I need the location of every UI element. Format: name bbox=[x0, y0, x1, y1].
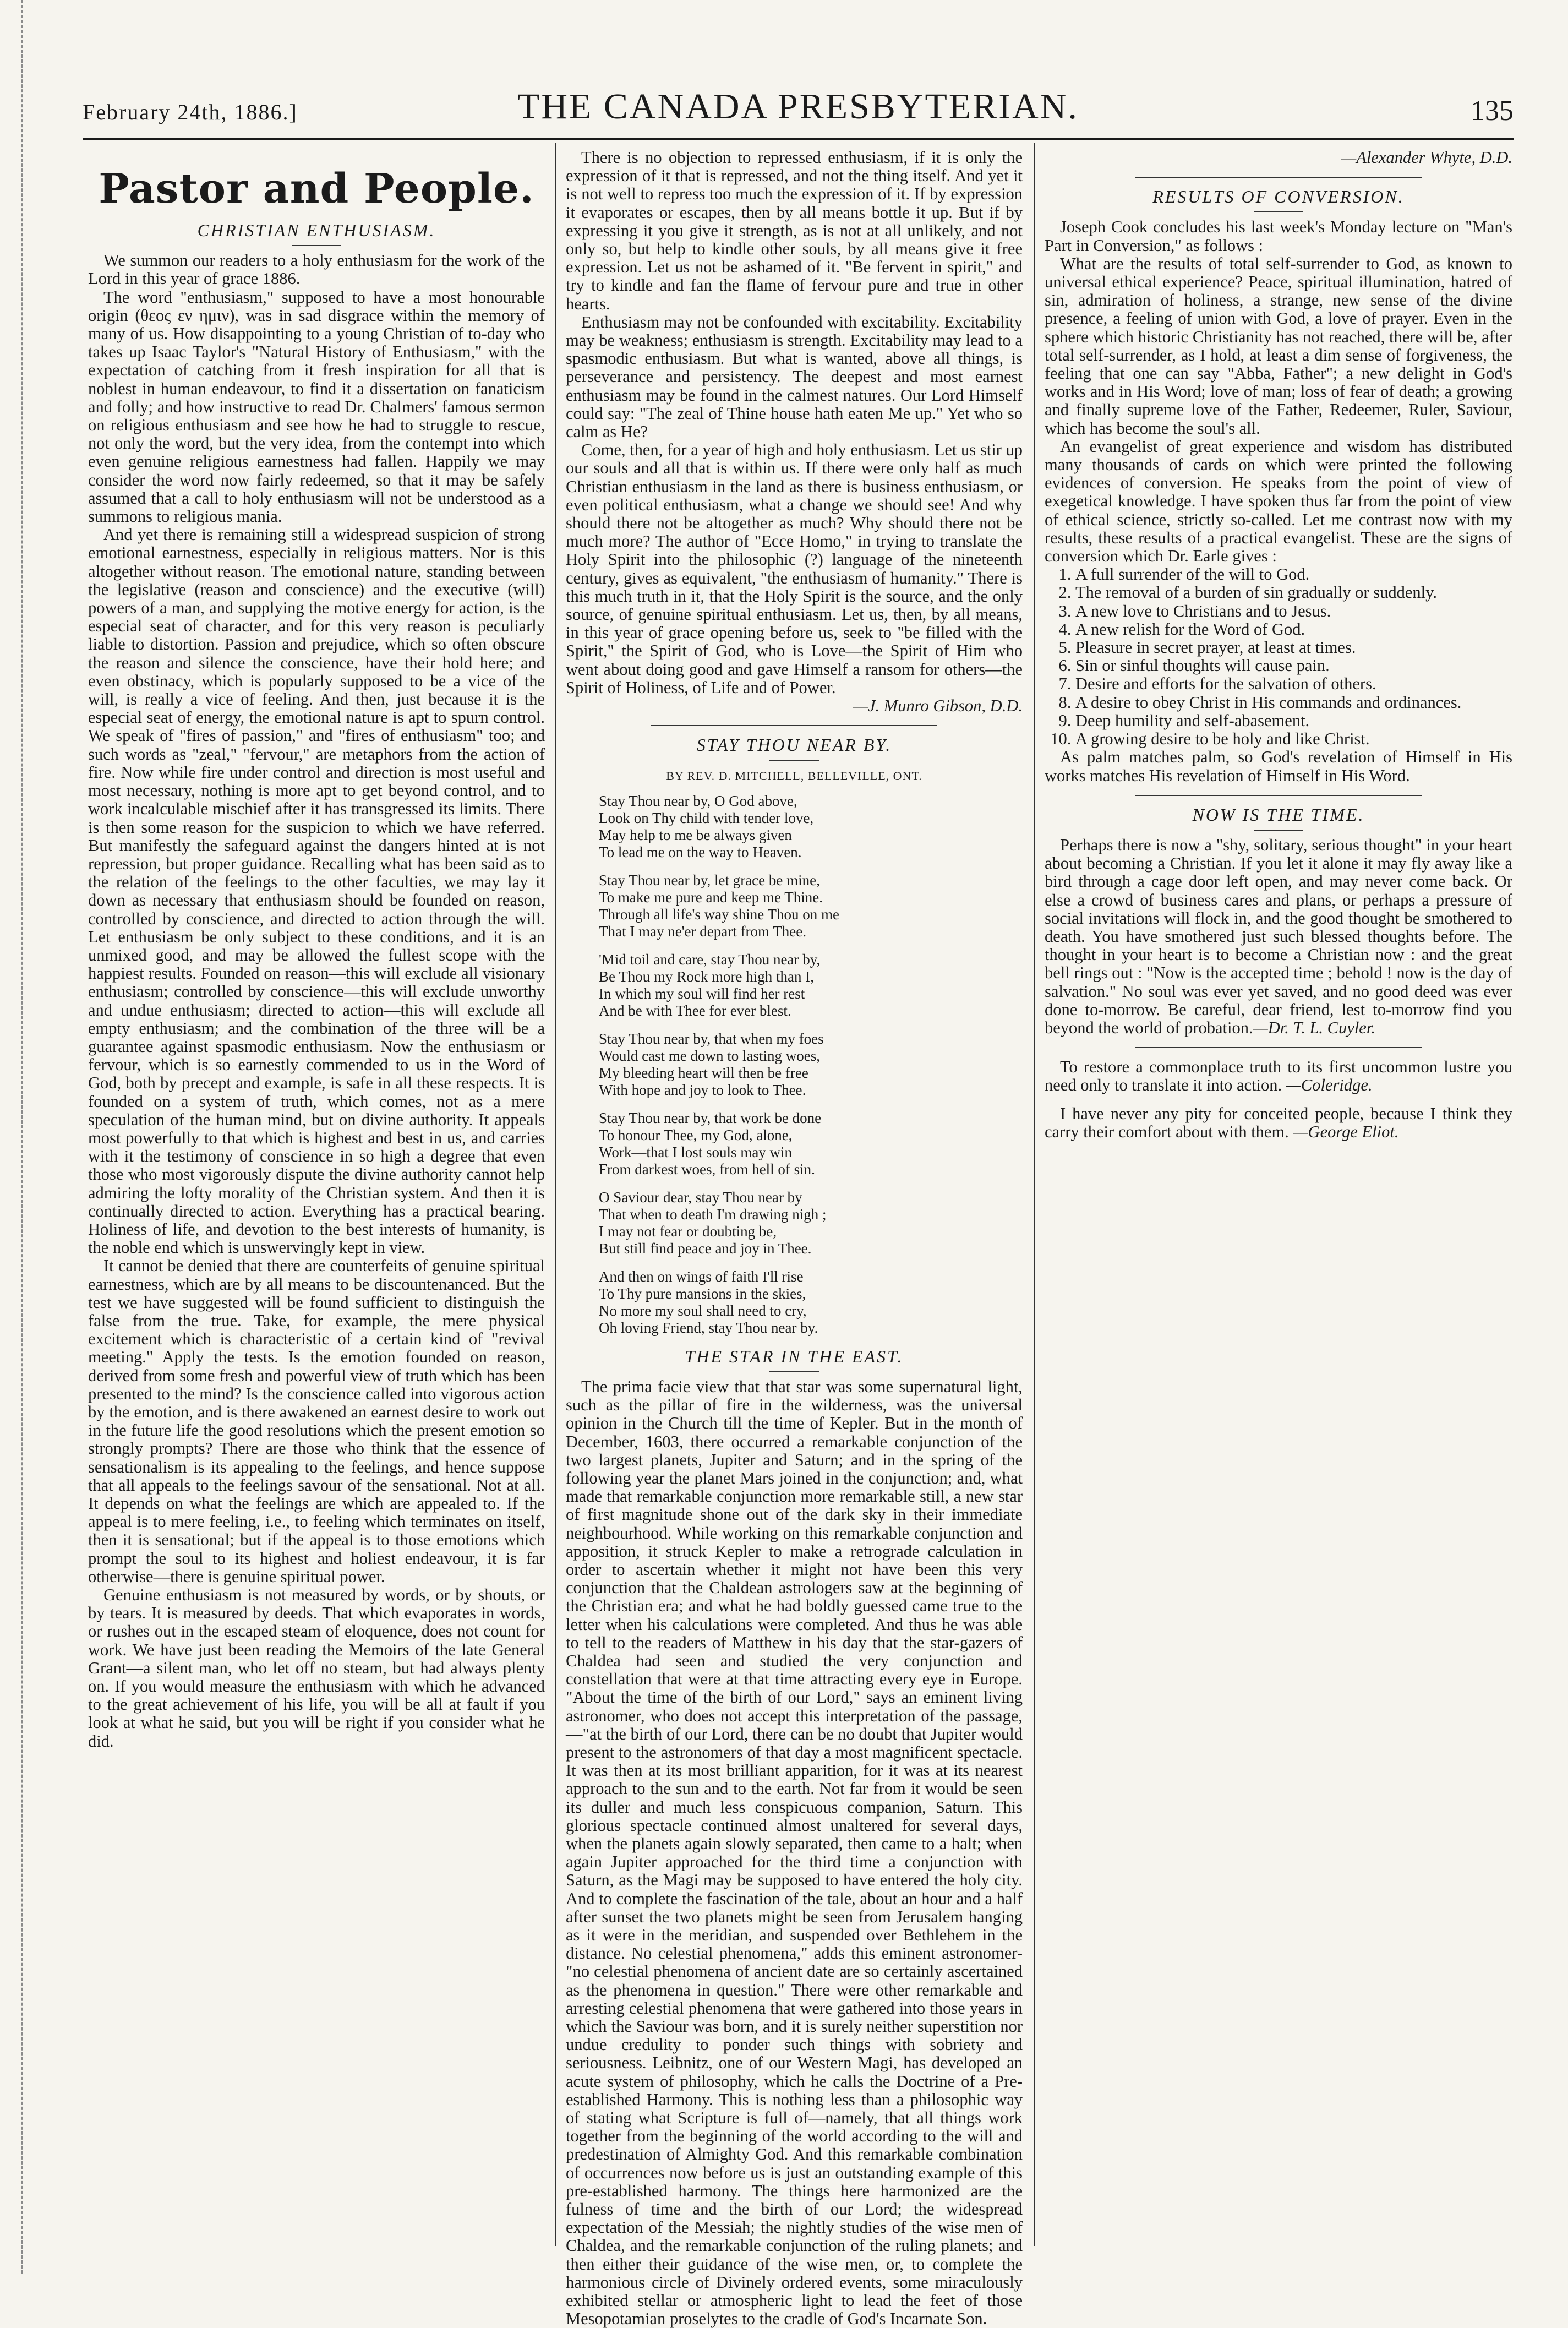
column-divider bbox=[555, 143, 556, 2246]
department-heading: Pastor and People. bbox=[99, 165, 534, 212]
article-paragraph: Genuine enthusiasm is not measured by words, or by shouts, or by tears. It is measured by deeds. That which evaporates in words, or rushes out in the escaped steam of eloquence, does not count for work. We have just been reading the Memoirs of the late General Grant—a silent man, who let off no steam, but had always plenty on. If you would measure the enthusiasm with which he advanced to the great achievement of his life, you will be all at fault if you look at what he said, but you will be right if you consider what he did. bbox=[88, 1585, 545, 1751]
masthead bbox=[83, 83, 1514, 143]
article-paragraph: As palm matches palm, so God's revelation of Himself in His works matches His revelation of Himself in His Word. bbox=[1045, 748, 1512, 785]
poem-line: To Thy pure mansions in the skies, bbox=[599, 1285, 806, 1302]
poem-line: And be with Thee for ever blest. bbox=[599, 1002, 791, 1019]
article-signature: —J. Munro Gibson, D.D. bbox=[853, 696, 1023, 716]
article-paragraph: Enthusiasm may not be confounded with excitability. Excitability may be weakness; enthusiasm is strength. Excitability may lead to a spasmodic enthusiasm. But what is wanted, above all things, is perseverance and persistency. The deepest and most earnest enthusiasm may be found in the calmest natures. Our Lord Himself could say: "The zeal of Thine house hath eaten Me up." Yet who so calm as He? bbox=[566, 312, 1023, 441]
poem-line: Stay Thou near by, that when my foes bbox=[599, 1030, 824, 1047]
list-item: 7. Desire and efforts for the salvation of others. bbox=[1075, 675, 1512, 693]
poem-line: O Saviour dear, stay Thou near by bbox=[599, 1188, 802, 1206]
poem-line: With hope and joy to look to Thee. bbox=[599, 1081, 806, 1098]
article-paragraph: And yet there is remaining still a widespread suspicion of strong emotional earnestness, especially in religious matters. Nor is this altogether without reason. The emotional nature, standing between the legislative (reason and conscience) and the executive (will) powers of a man, and supplying the motive energy for action, is the especial seat of character, and for this very reason is peculiarly liable to distortion. Passion and prejudice, which so often obscure the reason and silence the conscience, have their hold here; and even obstinacy, which is popularly supposed to be a vice of the will, is really a vice of feeling. And then, just because it is the especial seat of energy, the emotional nature is apt to spurn control. We speak of "fires of passion," and "fires of enthusiasm" too; and such words as "zeal," "fervour," are metaphors from the action of fire. Now while fire under control and direction is most useful and most necessary, nothing is more apt to get beyond control, and to work incalculable mischief after it has transgressed its limits. There is then some reason for the suspicion to which we have referred. But manifestly the safeguard against the dangers hinted at is not repression, but proper guidance. Recalling what has been said as to the relation of the feelings to the other faculties, we may lay it down as necessary that enthusiasm should be founded on reason, controlled by conscience, and directed to action through the will. Let enthusiasm be only subject to these conditions, and it is an unmixed good, and may be allowed the fullest scope with the happiest results. Founded on reason—this will exclude all visionary enthusiasm; controlled by conscience—this will exclude unworthy and undue enthusiasm; directed to action—this will exclude all empty enthusiasm; and the combination of the three will be a guarantee against spasmodic enthusiasm. Now the enthusiasm or fervour, which is so earnestly commended to us in the Word of God, both by precept and example, is safe in all these respects. It is founded on a system of truth, which comes, not as a mere speculation of the human mind, but on divine authority. It appeals most powerfully to that which is highest and best in us, and carries with it the testimony of conscience in so high a degree that even those who most vigorously dispute the divine authority cannot help admiring the lofty morality of the Christian system. And then it is continually directed to action. Everything has a practical bearing. Holiness of life, and devotion to the best interests of humanity, is the noble end which is unswervingly kept in view. bbox=[88, 525, 545, 1257]
poem-stanza bbox=[599, 1110, 1023, 1178]
column-divider bbox=[1034, 143, 1035, 2246]
poem-line: Oh loving Friend, stay Thou near by. bbox=[599, 1319, 818, 1336]
filler-paragraph: I have never any pity for conceited people, because I think they carry their comfort about with them. —George Eliot. bbox=[1045, 1104, 1512, 1141]
poem-line: In which my soul will find her rest bbox=[599, 985, 805, 1002]
page-number: 135 bbox=[1471, 95, 1514, 127]
column-2 bbox=[566, 148, 1023, 2328]
heading-rule bbox=[1254, 830, 1303, 831]
poem-heading: STAY THOU NEAR BY. bbox=[696, 735, 892, 755]
heading-rule bbox=[292, 245, 341, 246]
column-1 bbox=[88, 149, 545, 2240]
filler-signature: —George Eliot. bbox=[1293, 1122, 1399, 1141]
article-paragraph: The word "enthusiasm," supposed to have a most honourable origin (θεος εν ημιν), was in sad disgrace within the memory of many of us. How disappointing to a young Christian of to-day who takes up Isaac Taylor's "Natural History of Enthusiasm," with the expectation of catching from it fresh inspiration for all that is noblest in human endeavour, to find it a dissertation on fanaticism and folly; and how instructive to read Dr. Chalmers' famous sermon on religious enthusiasm and see how he had to struggle to rescue, not only the word, but the very idea, from the contempt into which even genuine religious earnestness had fallen. Happily we may consider the word now fairly redeemed, so that it may be safely assumed that a call to holy enthusiasm will not be understood as a summons to religious mania. bbox=[88, 287, 545, 526]
article-paragraph: It cannot be denied that there are counterfeits of genuine spiritual earnestness, which are by all means to be discountenanced. But the test we have suggested will be found sufficient to distinguish the false from the true. Take, for example, the mere physical excitement which is characteristic of a certain kind of "revival meeting." Apply the tests. Is the emotion founded on reason, derived from some fresh and powerful view of truth which has been presented to the mind? Is the conscience called into vigorous action by the emotion, and is there awakened an earnest desire to work out in the future life the good resolutions which the present emotion so strongly prompts? There are those who think that the essence of sensationalism is its appealing to the feelings, and hence suppose that all appeals to the feelings savour of the sensational. Not at all. It depends on what the feelings are which are appealed to. If the appeal is to mere feeling, i.e., to feeling which terminates on itself, then it is sensational; but if the appeal is to those emotions which prompt the soul to its highest and holiest endeavour, it is far otherwise—there is genuine spiritual power. bbox=[88, 1256, 545, 1586]
filler-paragraph: To restore a commonplace truth to its first uncommon lustre you need only to translate it into action. —Coleridge. bbox=[1045, 1057, 1512, 1095]
heading-rule bbox=[769, 760, 819, 761]
poem-line: Look on Thy child with tender love, bbox=[599, 809, 814, 826]
poem-line: Through all life's way shine Thou on me bbox=[599, 906, 840, 923]
list-item: 4. A new relish for the Word of God. bbox=[1075, 620, 1512, 639]
poem-line: That I may ne'er depart from Thee. bbox=[599, 923, 806, 940]
filler-signature: —Coleridge. bbox=[1286, 1076, 1373, 1095]
poem-line: To honour Thee, my God, alone, bbox=[599, 1126, 793, 1143]
column-3 bbox=[1045, 149, 1512, 2240]
poem-line: That when to death I'm drawing nigh ; bbox=[599, 1206, 827, 1223]
list-item: 10. A growing desire to be holy and like Christ. bbox=[1075, 730, 1512, 748]
poem-line: Stay Thou near by, O God above, bbox=[599, 792, 797, 809]
list-item: 8. A desire to obey Christ in His commands and ordinances. bbox=[1075, 694, 1512, 712]
newspaper-title: THE CANADA PRESBYTERIAN. bbox=[517, 86, 1079, 127]
poem-line: Work—that I lost souls may win bbox=[599, 1143, 793, 1160]
poem-byline: BY REV. D. MITCHELL, BELLEVILLE, ONT. bbox=[666, 768, 922, 783]
poem-line: Would cast me down to lasting woes, bbox=[599, 1047, 821, 1064]
list-item: 6. Sin or sinful thoughts will cause pain. bbox=[1075, 657, 1512, 675]
article-paragraph: The prima facie view that that star was some supernatural light, such as the pillar of fire in the wilderness, was the universal opinion in the Church till the time of Kepler. But in the month of December, 1603, there occurred a remarkable conjunction of the two largest planets, Jupiter and Saturn; and in the spring of the following year the planet Mars joined in the conjunction; and, what made that remarkable conjunction more remarkable still, a new star of first magnitude shone out of the dark sky in their immediate neighbourhood. While working on this remarkable conjunction and apposition, it struck Kepler to make a retrograde calculation in order to ascertain whether it might not have been this very conjunction that the Chaldean astrologers saw at the beginning of the Christian era; and what he had boldly guessed came true to the letter when his calculations were completed. And thus he was able to tell to the readers of Matthew in his day that the star-gazers of Chaldea had seen and studied the very conjunction and constellation that were at that time attracting every eye in Europe. "About the time of the birth of our Lord," says an eminent living astronomer, who does not accept this interpretation of the passage,—"at the birth of our Lord, there can be no doubt that Jupiter would present to the astronomers of that day a most magnificent spectacle. It was then at its most brilliant apparition, for it was at its nearest approach to the sun and to the earth. Not far from it would be seen its duller and much less conspicuous companion, Saturn. This glorious spectacle continued almost unaltered for several days, when the planets again slowly separated, then came to a halt; when again Jupiter approached for the third time a conjunction with Saturn, as the Magi may be supposed to have entered the holy city. And to complete the fascination of the tale, about an hour and a half after sunset the two planets might be seen from Jerusalem hanging as it were in the meridian, and suspended over Bethlehem in the distance. No celestial phenomena," adds this eminent astronomer- "no celestial phenomena of ancient date are so certainly ascertained as the phenomena in question." There were other remarkable and arresting celestial phenomena that were gathered into those years in which the Saviour was born, and it is surely neither superstition nor undue credulity to ponder such things with sobriety and seriousness. Leibnitz, one of our Western Magi, has developed an acute system of philosophy, which he calls the Doctrine of a Pre-established Harmony. This is nothing less than a philosophic way of stating what Scripture is full of—namely, that all things work together from the beginning of the world according to the will and predestination of Almighty God. And this remarkable combination of occurrences now before us is just an outstanding example of this pre-established harmony. The things here harmonized are the fulness of time and the birth of our Lord; the widespread expectation of the Messiah; the nightly studies of the wise men of Chaldea, and the remarkable conjunction of the ruling planets; and then either their guidance of the wise men, or, to complete the harmonious circle of Divinely ordered events, some miraculously exhibited stellar or atmospheric light to lead the feet of those Mesopotamian proselytes to the cradle of God's Incarnate Son. bbox=[566, 1377, 1023, 2328]
poem-stanza bbox=[599, 951, 1023, 1019]
issue-date: February 24th, 1886.] bbox=[83, 100, 298, 124]
poem-line: To lead me on the way to Heaven. bbox=[599, 843, 802, 860]
poem-line: No more my soul shall need to cry, bbox=[599, 1302, 807, 1319]
article-heading: RESULTS OF CONVERSION. bbox=[1152, 187, 1405, 207]
article-heading: CHRISTIAN ENTHUSIASM. bbox=[197, 220, 436, 240]
article-separator bbox=[1135, 795, 1422, 796]
article-paragraph: An evangelist of great experience and wisdom has distributed many thousands of cards on which were printed the following evidences of conversion. He speaks from the point of view of exegetical knowledge. I have spoken thus far from the point of view of ethical science, strictly so-called. Let me contrast now with my results, these results of a practical evangelist. These are the signs of conversion which Dr. Earle gives : bbox=[1045, 437, 1512, 566]
poem-stanza bbox=[599, 1268, 1023, 1337]
list-item: 2. The removal of a burden of sin gradually or suddenly. bbox=[1075, 584, 1512, 602]
article-paragraph: Come, then, for a year of high and holy enthusiasm. Let us stir up our souls and all that is within us. If there were only half as much Christian enthusiasm in the land as there is business enthusiasm, or even political enthusiasm, what a change we should see! And why should there not be altogether as much? Why should there not be much more? The author of "Ecce Homo," in trying to translate the Holy Spirit into the philosophic (?) language of the nineteenth century, gives as equivalent, "the enthusiasm of humanity." There is this much truth in it, that the Holy Spirit is the source, and the only source, of genuine spiritual enthusiasm. Let us, then, by all means, in this year of grace opening before us, seek to "be filled with the Spirit," the Spirit of God, who is Love—the Spirit of Him who went about doing good and gave Himself a ransom for others—the Spirit of Holiness, of Life and of Power. bbox=[566, 440, 1023, 697]
poem-line: May help to me be always given bbox=[599, 826, 792, 843]
article-separator bbox=[651, 725, 937, 726]
list-item: 3. A new love to Christians and to Jesus. bbox=[1075, 602, 1512, 620]
article-paragraph: We summon our readers to a holy enthusiasm for the work of the Lord in this year of grace 1886. bbox=[88, 251, 545, 288]
article-signature: —Dr. T. L. Cuyler. bbox=[1253, 1018, 1375, 1037]
poem-stanza bbox=[599, 872, 1023, 940]
evidences-list bbox=[1045, 565, 1512, 748]
poem-line: Be Thou my Rock more high than I, bbox=[599, 968, 814, 985]
article-paragraph: Perhaps there is now a "shy, solitary, serious thought" in your heart about becoming a Christian. If you let it alone it may fly away like a bird through a cage door left open, and may never come back. Or else a crowd of business cares and plans, or perhaps a pressure of social invitations will flock in, and the good thought be smothered to death. You have smothered just such blessed thoughts before. The thought in your heart is to become a Christian now : and the great bell rings out : "Now is the accepted time ; behold ! now is the day of salvation." No soul was ever yet saved, and no good deed was ever done to-morrow. Be careful, dear friend, lest to-morrow find you beyond the world of probation.—Dr. T. L. Cuyler. bbox=[1045, 835, 1512, 1037]
article-paragraph: There is no objection to repressed enthusiasm, if it is only the expression of it that is repressed, and not the thing itself. And yet it is not well to repress too much the expression of it. If by expression it evaporates or escapes, then by all means bottle it up. But if by expressing it you give it strength, as is not at all unlikely, and not only so, but help to kindle other souls, by all means give it free expression. Let us not be ashamed of it. "Be fervent in spirit," and try to kindle and fan the flame of fervour pure and true in other hearts. bbox=[566, 148, 1023, 313]
list-item: 5. Pleasure in secret prayer, at least at times. bbox=[1075, 639, 1512, 657]
list-item: 1. A full surrender of the will to God. bbox=[1075, 565, 1512, 584]
poem-line: My bleeding heart will then be free bbox=[599, 1064, 808, 1081]
poem-line: From darkest woes, from hell of sin. bbox=[599, 1160, 815, 1177]
poem-line: I may not fear or doubting be, bbox=[599, 1223, 777, 1240]
article-paragraph: Joseph Cook concludes his last week's Monday lecture on "Man's Part in Conversion," as follows : bbox=[1045, 217, 1512, 255]
heading-rule bbox=[1254, 211, 1303, 212]
poem-stanza bbox=[599, 1031, 1023, 1099]
article-separator bbox=[1135, 177, 1422, 178]
list-item: 9. Deep humility and self-abasement. bbox=[1075, 712, 1512, 730]
poem-line: 'Mid toil and care, stay Thou near by, bbox=[599, 951, 821, 968]
poem-line: Stay Thou near by, let grace be mine, bbox=[599, 871, 820, 888]
poem-line: To make me pure and keep me Thine. bbox=[599, 888, 823, 906]
article-separator bbox=[1135, 1047, 1422, 1048]
article-paragraph: What are the results of total self-surrender to God, as known to universal ethical experience? Peace, spiritual illumination, hatred of sin, admiration of holiness, a strange, new sense of the divine presence, a feeling of union with God, a love of prayer. Even in the sphere which historic Christianity has not reached, there will be, after total self-surrender, as I hold, at least a dim sense of forgiveness, the feeling that one can say "Abba, Father"; a new delight in God's works and in His Word; love of man; loss of fear of death; a growing and finally supreme love of the Father, Redeemer, Ruler, Saviour, which has become the soul's all. bbox=[1045, 254, 1512, 438]
poem-line: Stay Thou near by, that work be done bbox=[599, 1109, 822, 1126]
poem-stanza bbox=[599, 1189, 1023, 1257]
heading-rule bbox=[769, 1371, 819, 1372]
poem-line: And then on wings of faith I'll rise bbox=[599, 1268, 804, 1285]
poem-line: But still find peace and joy in Thee. bbox=[599, 1240, 812, 1257]
masthead-rule bbox=[83, 138, 1514, 140]
article-heading: NOW IS THE TIME. bbox=[1192, 804, 1365, 825]
poem-stanza bbox=[599, 793, 1023, 861]
article-heading: THE STAR IN THE EAST. bbox=[685, 1346, 904, 1366]
article-signature: —Alexander Whyte, D.D. bbox=[1341, 148, 1512, 167]
left-margin-binding-rule bbox=[21, 0, 23, 2274]
